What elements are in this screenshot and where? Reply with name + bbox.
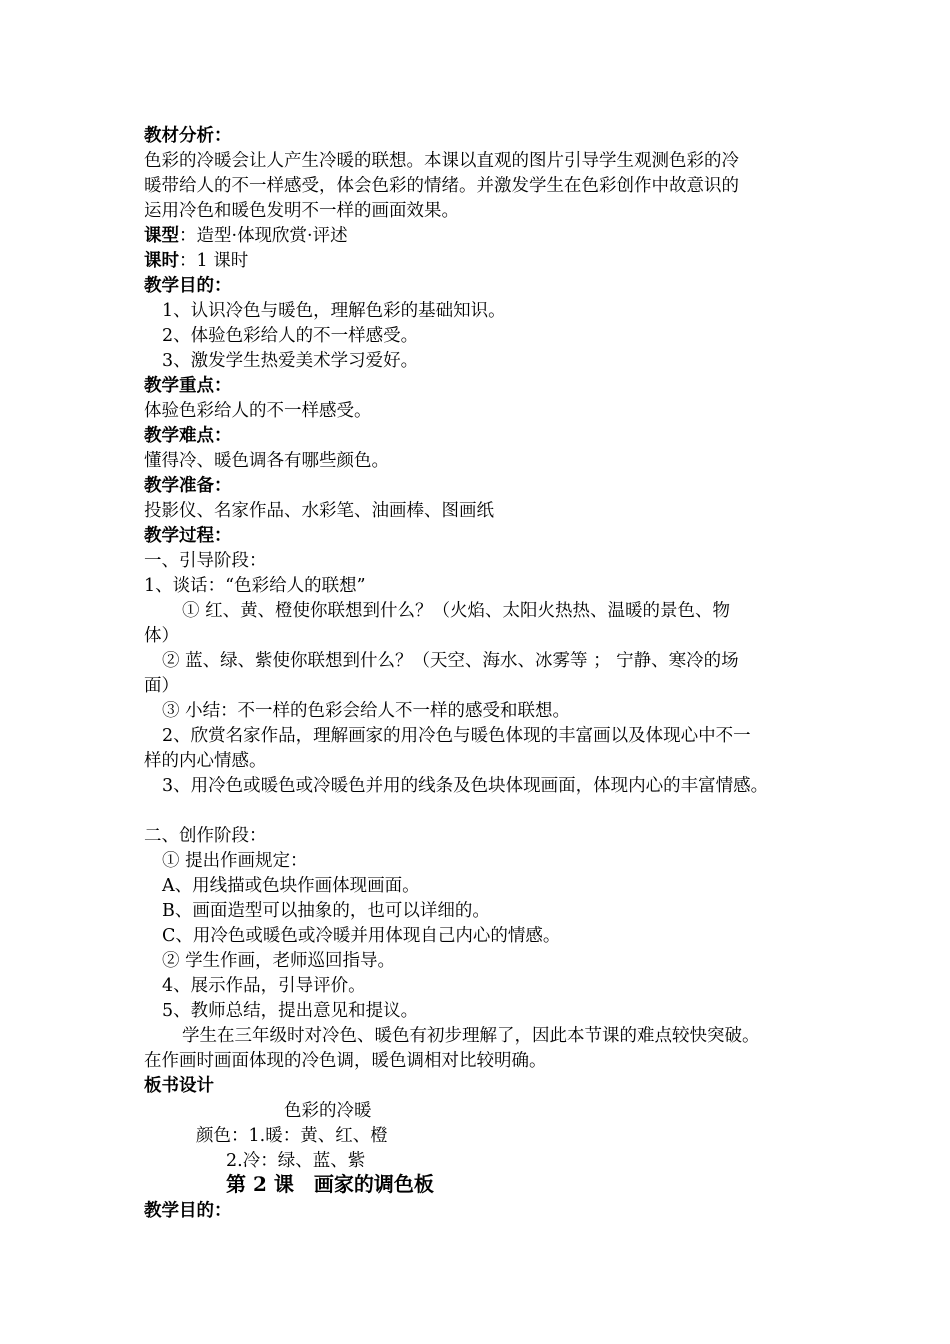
reflection-line-1: 学生在三年级时对冷色、暖色有初步理解了，因此本节课的难点较快突破。 <box>182 1026 760 1046</box>
lesson-hours <box>144 249 248 274</box>
stage2-line-5: ② 学生作画，老师巡回指导。 <box>162 951 396 971</box>
stage1-line-6: ③ 小结：不一样的色彩会给人不一样的感受和联想。 <box>162 701 571 721</box>
lesson-hours-value: ：1 课时 <box>179 251 249 271</box>
lesson-type <box>144 224 348 249</box>
difficulty-text: 懂得冷、暖色调各有哪些颜色。 <box>144 451 389 471</box>
stage2-title: 二、创作阶段： <box>144 826 267 846</box>
stage1-line-4: ② 蓝、绿、紫使你联想到什么？（天空、海水、冰雾等 ； 宁静、寒冷的场 <box>162 651 739 671</box>
goal-item-1: 1、认识冷色与暖色，理解色彩的基础知识。 <box>162 301 506 321</box>
board-heading: 板书设计 <box>144 1076 214 1096</box>
stage2-line-7: 5、教师总结，提出意见和提议。 <box>162 1001 419 1021</box>
analysis-heading: 教材分析： <box>144 126 232 146</box>
stage1-line-2: ① 红、黄、橙使你联想到什么？（火焰、太阳火热热、温暖的景色、物 <box>182 601 731 621</box>
stage2-line-2: A、用线描或色块作画体现画面。 <box>162 876 420 896</box>
board-line-2: 2.冷：绿、蓝、紫 <box>226 1151 366 1171</box>
stage2-line-1: ① 提出作画规定： <box>162 851 308 871</box>
stage1-line-8: 样的内心情感。 <box>144 751 267 771</box>
stage1-line-5: 面） <box>144 676 179 696</box>
board-title: 色彩的冷暖 <box>284 1101 372 1121</box>
board-line-1: 颜色：1.暖：黄、红、橙 <box>196 1126 388 1146</box>
focus-heading: 教学重点： <box>144 376 232 396</box>
analysis-line-2: 暖带给人的不一样感受，体会色彩的情绪。并激发学生在色彩创作中故意识的 <box>144 176 739 196</box>
lesson-type-value: ：造型·体现欣赏·评述 <box>179 226 348 246</box>
process-heading: 教学过程： <box>144 526 232 546</box>
goals-heading: 教学目的： <box>144 276 232 296</box>
lesson-type-label: 课型 <box>144 226 179 246</box>
stage1-line-3: 体） <box>144 626 179 646</box>
stage1-title: 一、引导阶段： <box>144 551 267 571</box>
analysis-line-1: 色彩的冷暖会让人产生冷暖的联想。本课以直观的图片引导学生观测色彩的冷 <box>144 151 739 171</box>
stage1-line-1: 1、谈话：“色彩给人的联想” <box>144 576 366 596</box>
lesson-hours-label: 课时 <box>144 251 179 271</box>
difficulty-heading: 教学难点： <box>144 426 232 446</box>
stage2-line-3: B、画面造型可以抽象的，也可以详细的。 <box>162 901 490 921</box>
prep-text: 投影仪、名家作品、水彩笔、油画棒、图画纸 <box>144 501 494 521</box>
analysis-line-3: 运用冷色和暖色发明不一样的画面效果。 <box>144 201 459 221</box>
next-goals-heading: 教学目的： <box>144 1201 232 1221</box>
stage1-line-9: 3、用冷色或暖色或冷暖色并用的线条及色块体现画面，体现内心的丰富情感。 <box>162 776 769 796</box>
stage1-line-7: 2、欣赏名家作品，理解画家的用冷色与暖色体现的丰富画以及体现心中不一 <box>162 726 751 746</box>
prep-heading: 教学准备： <box>144 476 232 496</box>
stage2-line-4: C、用冷色或暖色或冷暖并用体现自己内心的情感。 <box>162 926 561 946</box>
next-lesson-title: 第 2 课 画家的调色板 <box>226 1172 434 1196</box>
reflection-line-2: 在作画时画面体现的冷色调，暖色调相对比较明确。 <box>144 1051 547 1071</box>
focus-text: 体验色彩给人的不一样感受。 <box>144 401 372 421</box>
goal-item-2: 2、体验色彩给人的不一样感受。 <box>162 326 419 346</box>
stage2-line-6: 4、展示作品，引导评价。 <box>162 976 366 996</box>
goal-item-3: 3、激发学生热爱美术学习爱好。 <box>162 351 419 371</box>
